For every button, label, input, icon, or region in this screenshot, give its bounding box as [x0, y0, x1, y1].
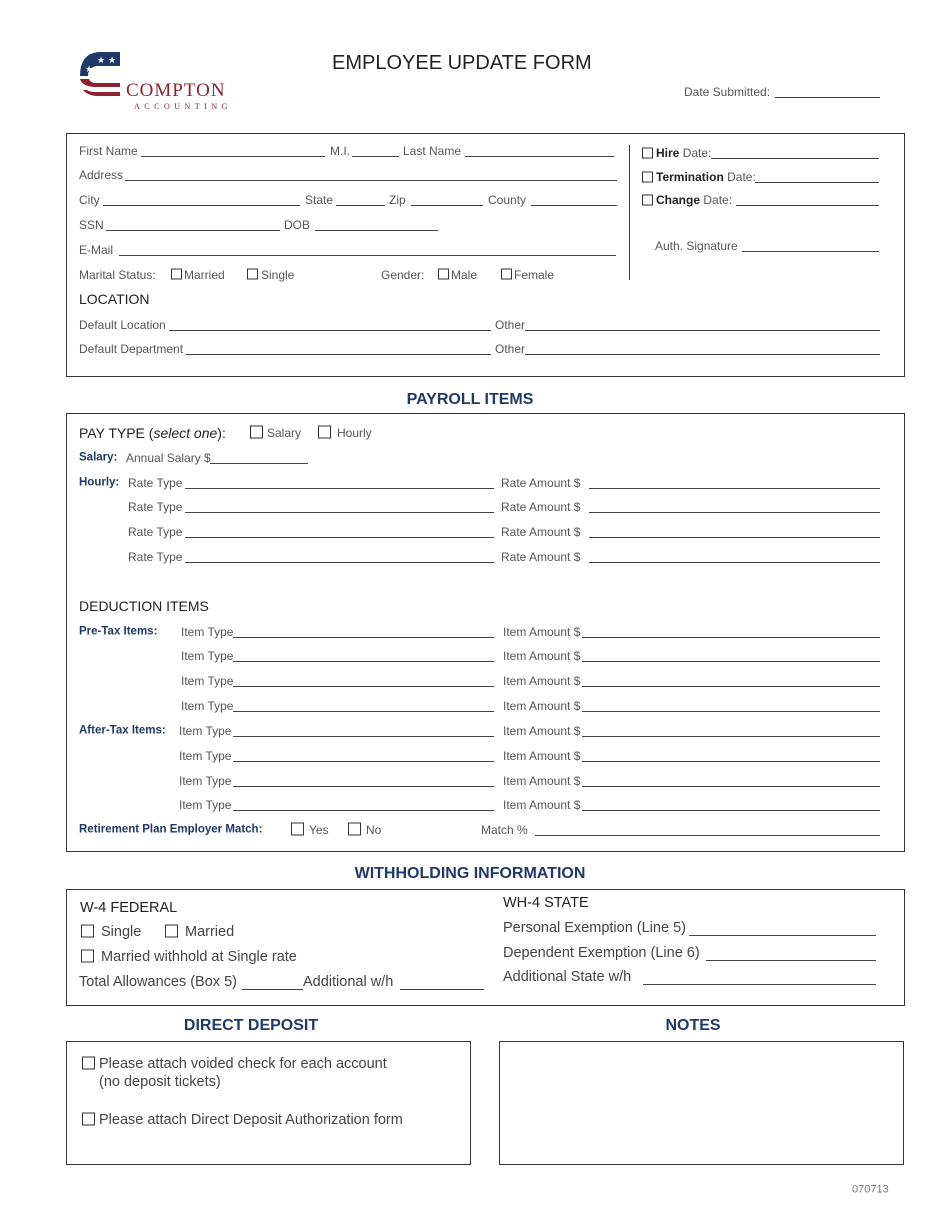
location-heading: LOCATION: [79, 291, 150, 307]
first-name-label: First Name: [79, 144, 138, 158]
item-type-label: Item Type: [181, 649, 234, 663]
svg-text:★: ★: [85, 64, 94, 74]
female-label: Female: [514, 268, 555, 282]
item-type-field[interactable]: [233, 761, 494, 762]
dd-authorization-label: Please attach Direct Deposit Authorization form: [99, 1111, 403, 1128]
ssn-label: SSN: [79, 218, 104, 232]
annual-salary-label: Annual Salary $: [126, 451, 211, 465]
rate-type-label: Rate Type: [128, 550, 183, 564]
default-location-field[interactable]: [169, 330, 491, 331]
item-amount-label: Item Amount $: [503, 625, 581, 639]
item-type-label: Item Type: [181, 674, 234, 688]
item-amount-label: Item Amount $: [503, 699, 581, 713]
ssn-field[interactable]: [106, 230, 280, 231]
item-amount-field[interactable]: [582, 736, 880, 737]
hire-date-label: Hire Date:: [656, 146, 712, 160]
dob-field[interactable]: [315, 230, 438, 231]
deduction-items-heading: DEDUCTION ITEMS: [79, 598, 209, 614]
dd-authorization-checkbox[interactable]: [82, 1113, 95, 1126]
rate-amount-label: Rate Amount $: [501, 500, 581, 514]
rate-amount-field[interactable]: [589, 537, 880, 538]
rate-amount-label: Rate Amount $: [501, 525, 581, 539]
item-amount-label: Item Amount $: [503, 774, 581, 788]
salary-label: Salary:: [79, 451, 118, 464]
marital-status-label: Marital Status:: [79, 268, 156, 282]
additional-wh-label: Additional w/h: [303, 973, 394, 990]
retirement-match-label: Retirement Plan Employer Match:: [79, 823, 263, 836]
address-label: Address: [79, 168, 124, 182]
termination-date-label: Termination Date:: [656, 170, 756, 184]
svg-text:★: ★: [97, 55, 106, 65]
notes-area[interactable]: [499, 1041, 904, 1165]
other-department-field[interactable]: [525, 354, 880, 355]
first-name-field[interactable]: [141, 156, 325, 157]
email-label: E-Mail: [79, 243, 114, 257]
pay-type-label: PAY TYPE (select one):: [79, 425, 226, 441]
item-amount-label: Item Amount $: [503, 749, 581, 763]
termination-checkbox[interactable]: [642, 172, 653, 183]
dob-label: DOB: [284, 218, 311, 232]
item-type-label: Item Type: [179, 774, 232, 788]
item-amount-label: Item Amount $: [503, 724, 581, 738]
logo-name: COMPTON: [126, 80, 226, 101]
total-allowances-label: Total Allowances (Box 5): [79, 973, 237, 990]
date-submitted-label: Date Submitted:: [684, 85, 771, 99]
additional-state-field[interactable]: [643, 984, 876, 985]
item-type-label: Item Type: [181, 699, 234, 713]
salary-checkbox[interactable]: [250, 426, 263, 439]
retirement-yes-checkbox[interactable]: [291, 823, 304, 836]
married-checkbox[interactable]: [171, 269, 182, 280]
male-checkbox[interactable]: [438, 269, 449, 280]
pretax-items-label: Pre-Tax Items:: [79, 625, 158, 638]
single-label: Single: [261, 268, 295, 282]
default-department-label: Default Department: [79, 342, 184, 356]
notes-heading: NOTES: [665, 1017, 721, 1034]
item-amount-label: Item Amount $: [503, 649, 581, 663]
county-field[interactable]: [531, 205, 617, 206]
change-date-label: Change Date:: [656, 193, 733, 207]
retirement-yes-label: Yes: [309, 823, 329, 837]
total-allowances-field[interactable]: [242, 989, 303, 990]
dependent-exemption-label: Dependent Exemption (Line 6): [503, 944, 700, 961]
other-location-field[interactable]: [525, 330, 880, 331]
svg-text:★: ★: [108, 55, 117, 65]
change-date-field[interactable]: [736, 205, 879, 206]
single-checkbox[interactable]: [247, 269, 258, 280]
dependent-exemption-field[interactable]: [706, 960, 876, 961]
rate-amount-label: Rate Amount $: [501, 550, 581, 564]
hourly-checkbox[interactable]: [318, 426, 331, 439]
termination-date-field[interactable]: [755, 182, 879, 183]
personal-exemption-field[interactable]: [689, 935, 876, 936]
city-field[interactable]: [103, 205, 300, 206]
item-type-field[interactable]: [233, 711, 494, 712]
zip-label: Zip: [389, 193, 406, 207]
last-name-field[interactable]: [465, 156, 614, 157]
item-amount-field[interactable]: [582, 711, 880, 712]
rate-amount-field[interactable]: [589, 512, 880, 513]
match-percent-label: Match %: [481, 823, 528, 837]
w4-married-checkbox[interactable]: [165, 925, 178, 938]
no-deposit-note: (no deposit tickets): [99, 1073, 221, 1090]
date-submitted-field[interactable]: [775, 97, 880, 98]
hire-checkbox[interactable]: [642, 148, 653, 159]
rate-amount-label: Rate Amount $: [501, 476, 581, 490]
rate-type-label: Rate Type: [128, 476, 183, 490]
match-percent-field[interactable]: [535, 835, 880, 836]
w4-single-label: Single: [101, 923, 142, 940]
other-department-label: Other: [495, 342, 526, 356]
payroll-items-heading: PAYROLL ITEMS: [406, 391, 534, 408]
married-label: Married: [184, 268, 225, 282]
rate-type-field[interactable]: [185, 512, 494, 513]
rate-type-label: Rate Type: [128, 525, 183, 539]
rate-amount-field[interactable]: [589, 562, 880, 563]
voided-check-label: Please attach voided check for each account: [99, 1055, 387, 1072]
item-amount-field[interactable]: [582, 810, 880, 811]
item-amount-field[interactable]: [582, 786, 880, 787]
auth-signature-field[interactable]: [742, 251, 879, 252]
item-amount-field[interactable]: [582, 686, 880, 687]
hourly-label: Hourly:: [79, 476, 120, 489]
item-amount-field[interactable]: [582, 661, 880, 662]
female-checkbox[interactable]: [501, 269, 512, 280]
item-type-field[interactable]: [233, 661, 494, 662]
direct-deposit-heading: DIRECT DEPOSIT: [183, 1017, 319, 1034]
additional-wh-field[interactable]: [400, 989, 484, 990]
item-type-label: Item Type: [179, 798, 232, 812]
mi-label: M.I.: [330, 144, 350, 158]
item-type-field[interactable]: [233, 686, 494, 687]
item-amount-field[interactable]: [582, 761, 880, 762]
hourly-option-label: Hourly: [337, 426, 372, 440]
salary-option-label: Salary: [267, 426, 302, 440]
divider: [629, 145, 630, 280]
voided-check-checkbox[interactable]: [82, 1057, 95, 1070]
form-code: 070713: [852, 1183, 889, 1196]
item-type-label: Item Type: [179, 724, 232, 738]
personal-exemption-label: Personal Exemption (Line 5): [503, 919, 686, 936]
retirement-no-label: No: [366, 823, 382, 837]
auth-signature-label: Auth. Signature: [655, 239, 738, 253]
item-amount-label: Item Amount $: [503, 798, 581, 812]
logo-subtitle: ACCOUNTING: [134, 102, 232, 111]
w4-single-checkbox[interactable]: [81, 925, 94, 938]
gender-label: Gender:: [381, 268, 425, 282]
item-type-field[interactable]: [233, 637, 494, 638]
county-label: County: [488, 193, 527, 207]
logo-flag-c-icon: [78, 50, 122, 98]
rate-type-field[interactable]: [185, 537, 494, 538]
rate-type-field[interactable]: [185, 488, 494, 489]
form-title: EMPLOYEE UPDATE FORM: [332, 52, 592, 74]
w4-married-single-rate-label: Married withhold at Single rate: [101, 948, 297, 965]
state-field[interactable]: [336, 205, 385, 206]
item-type-field[interactable]: [233, 786, 494, 787]
hire-date-field[interactable]: [711, 158, 879, 159]
state-label: State: [305, 193, 334, 207]
default-location-label: Default Location: [79, 318, 166, 332]
change-checkbox[interactable]: [642, 195, 653, 206]
address-field[interactable]: [125, 180, 617, 181]
item-amount-label: Item Amount $: [503, 674, 581, 688]
company-logo: [78, 50, 248, 114]
item-type-label: Item Type: [181, 625, 234, 639]
additional-state-label: Additional State w/h: [503, 968, 632, 985]
item-type-field[interactable]: [233, 736, 494, 737]
rate-type-field[interactable]: [185, 562, 494, 563]
rate-amount-field[interactable]: [589, 488, 880, 489]
retirement-no-checkbox[interactable]: [348, 823, 361, 836]
annual-salary-field[interactable]: [210, 463, 308, 464]
zip-field[interactable]: [411, 205, 483, 206]
last-name-label: Last Name: [403, 144, 462, 158]
w4-married-single-rate-checkbox[interactable]: [81, 950, 94, 963]
mi-field[interactable]: [352, 156, 399, 157]
rate-type-label: Rate Type: [128, 500, 183, 514]
w4-married-label: Married: [185, 923, 235, 940]
wh4-state-heading: WH-4 STATE: [503, 894, 589, 911]
item-type-label: Item Type: [179, 749, 232, 763]
email-field[interactable]: [119, 255, 616, 256]
default-department-field[interactable]: [186, 354, 491, 355]
male-label: Male: [451, 268, 478, 282]
item-amount-field[interactable]: [582, 637, 880, 638]
other-location-label: Other: [495, 318, 526, 332]
aftertax-items-label: After-Tax Items:: [79, 724, 166, 737]
city-label: City: [79, 193, 100, 207]
item-type-field[interactable]: [233, 810, 494, 811]
withholding-heading: WITHHOLDING INFORMATION: [354, 865, 586, 882]
w4-federal-heading: W-4 FEDERAL: [80, 899, 178, 916]
